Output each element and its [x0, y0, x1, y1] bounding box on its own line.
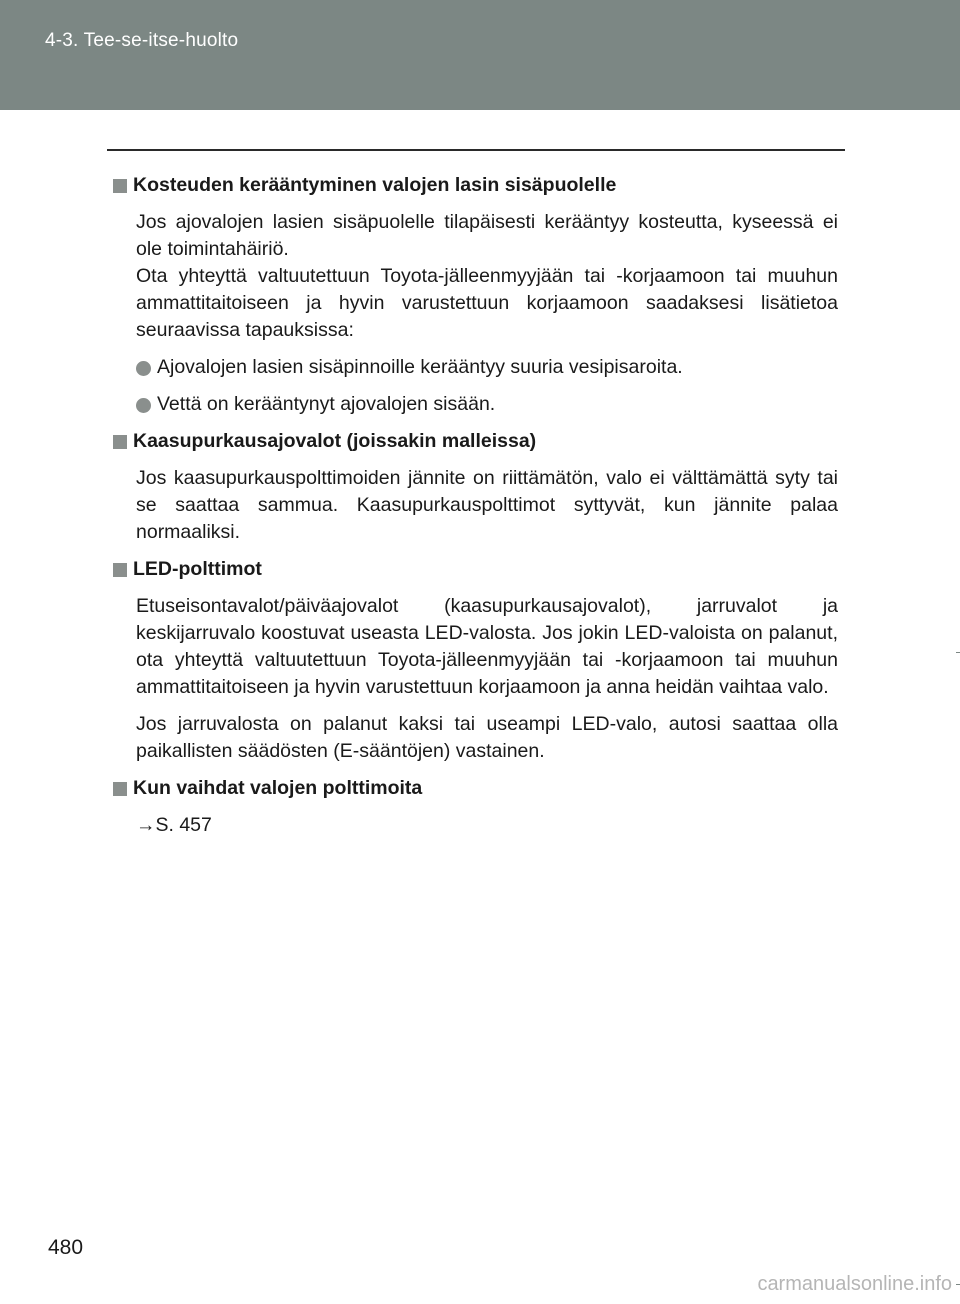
section-heading: Kosteuden kerääntyminen valojen lasin sisäpuolelle [113, 172, 838, 199]
paragraph: Ota yhteyttä valtuutettuun Toyota-jälleenmyyjään tai -korjaamoon tai muuhun ammattitaitoiseen ja hyvin varustettuun korjaamoon saadaksesi lisätietoa seuraavissa tapauksissa: [136, 265, 838, 341]
square-bullet-icon [113, 435, 127, 449]
page-number: 480 [48, 1236, 84, 1259]
crop-mark-bottom [956, 1284, 960, 1285]
page-content [113, 172, 838, 849]
crop-mark-top [956, 20, 960, 21]
section-heading: Kun vaihdat valojen polttimoita [113, 775, 838, 802]
paragraph: Etuseisontavalot/päiväajovalot (kaasupurkausajovalot), jarruvalot ja keskijarruvalo koostuvat useasta LED-valosta. Jos jokin LED-valoista on palanut, ota yhteyttä valtuutettuun Toyota-jälleenmyyjään tai -korjaamoon tai muuhun ammattitaitoiseen ja hyvin varustettuun korjaamoon ja anna heidän vaihtaa valo. [136, 595, 838, 698]
watermark: carmanualsonline.info [757, 1273, 952, 1295]
section-heading: Kaasupurkausajovalot (joissakin malleissa) [113, 428, 838, 455]
paragraph: Jos jarruvalosta on palanut kaksi tai useampi LED-valo, autosi saattaa olla paikallisten säädösten (E-sääntöjen) vastainen. [136, 713, 838, 762]
page-header [0, 0, 960, 110]
round-bullet-icon [136, 361, 151, 376]
section-heading: LED-polttimot [113, 556, 838, 583]
crop-mark-middle [956, 652, 960, 653]
page-reference-link[interactable]: →S. 457 [136, 814, 212, 836]
paragraph: Jos ajovalojen lasien sisäpuolelle tilapäisesti kerääntyy kosteutta, kyseessä ei ole toimintahäiriö. [136, 211, 838, 260]
list-item: Vettä on kerääntynyt ajovalojen sisään. [136, 391, 838, 418]
paragraph: Jos kaasupurkauspolttimoiden jännite on riittämätön, valo ei välttämättä syty tai se saattaa sammua. Kaasupurkauspolttimot syttyvät, kun jännite palaa normaaliksi. [136, 467, 838, 543]
square-bullet-icon [113, 179, 127, 193]
square-bullet-icon [113, 563, 127, 577]
section-title: 4-3. Tee-se-itse-huolto [45, 30, 239, 51]
list-item: Ajovalojen lasien sisäpinnoille kerääntyy suuria vesipisaroita. [136, 354, 838, 381]
round-bullet-icon [136, 398, 151, 413]
square-bullet-icon [113, 782, 127, 796]
top-rule [107, 149, 845, 151]
